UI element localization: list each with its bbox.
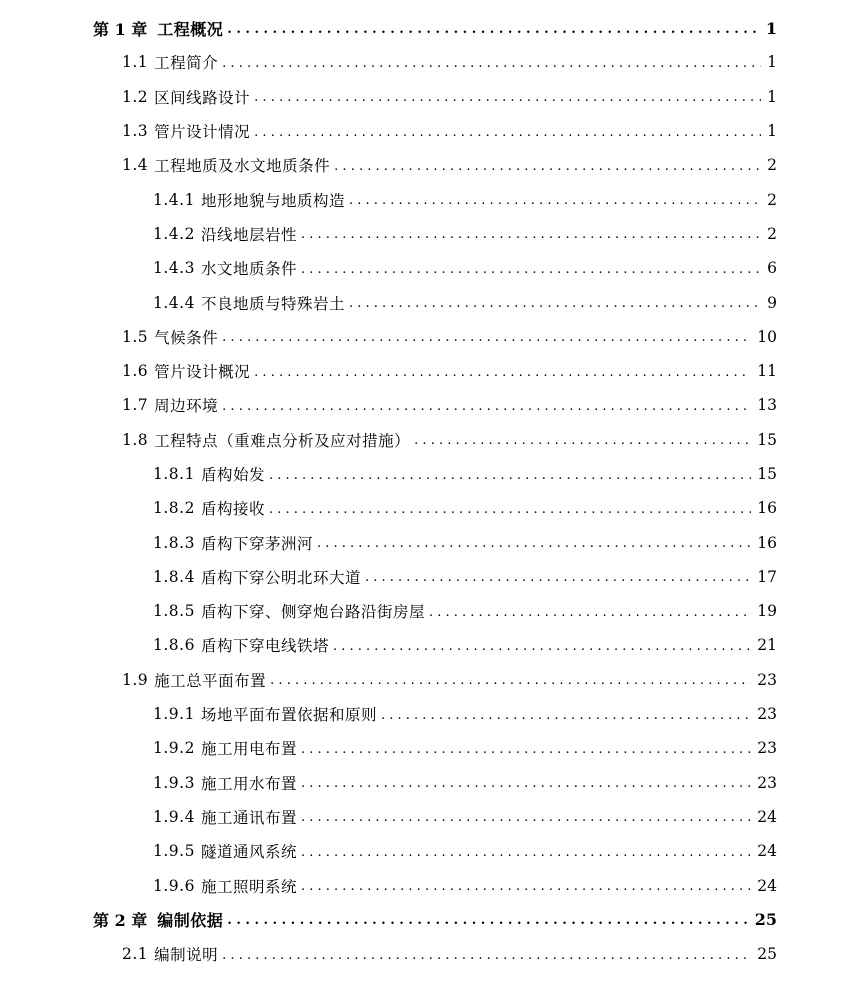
toc-entry-page-number: 23 <box>757 773 777 792</box>
toc-entry-number: 1.6 <box>122 362 149 381</box>
toc-entry[interactable] <box>0 388 855 422</box>
toc-entry-title: 场地平面布置依据和原则 <box>200 706 377 725</box>
toc-entry-title: 施工照明系统 <box>200 877 297 896</box>
dot-leader <box>301 263 761 276</box>
toc-entry-number: 1.4 <box>122 156 149 175</box>
toc-entry-page-number: 17 <box>757 567 777 586</box>
toc-entry-title: 盾构下穿电线铁塔 <box>200 637 329 656</box>
toc-entry-number: 1.4.2 <box>153 224 195 243</box>
toc-entry-page-number: 24 <box>757 876 777 895</box>
dot-leader <box>301 743 751 756</box>
toc-entry-title: 施工用水布置 <box>200 774 297 793</box>
toc-entry-number: 1.9.5 <box>153 842 195 861</box>
dot-leader <box>429 606 751 619</box>
toc-entry-number: 1.8.3 <box>153 533 195 552</box>
toc-entry-title: 工程地质及水文地质条件 <box>154 157 331 176</box>
toc-entry-page-number: 16 <box>757 533 777 552</box>
toc-entry[interactable] <box>0 594 855 628</box>
dot-leader <box>222 949 751 962</box>
dot-leader <box>301 880 751 893</box>
dot-leader <box>254 91 761 104</box>
toc-entry-page-number: 23 <box>757 739 777 758</box>
toc-entry-number: 1.9.3 <box>153 773 195 792</box>
toc-entry[interactable] <box>0 800 855 834</box>
toc-entry-title: 工程特点（重难点分析及应对措施） <box>154 431 411 450</box>
toc-entry-page-number: 23 <box>757 705 777 724</box>
toc-entry[interactable] <box>0 354 855 388</box>
toc-entry-number: 1.4.1 <box>153 190 195 209</box>
dot-leader <box>301 777 751 790</box>
toc-entry-title: 施工用电布置 <box>200 740 297 759</box>
toc-entry-number: 第 2 章 <box>93 911 148 931</box>
toc-entry[interactable] <box>0 423 855 457</box>
toc-entry-number: 1.9.6 <box>153 876 195 895</box>
toc-entry-title: 隧道通风系统 <box>200 843 297 862</box>
toc-entry-title: 盾构接收 <box>200 500 265 519</box>
toc-entry[interactable] <box>0 731 855 765</box>
toc-entry-page-number: 25 <box>754 910 777 930</box>
toc-entry[interactable] <box>0 663 855 697</box>
toc-entry-title: 工程简介 <box>154 54 219 73</box>
toc-entry-title: 盾构下穿、侧穿炮台路沿街房屋 <box>200 603 425 622</box>
toc-entry-page-number: 2 <box>767 190 777 209</box>
toc-entry-number: 1.8 <box>122 430 149 449</box>
dot-leader <box>301 811 751 824</box>
toc-entry[interactable] <box>0 937 855 971</box>
toc-entry-page-number: 1 <box>767 122 777 141</box>
toc-entry-page-number: 19 <box>757 602 777 621</box>
toc-entry-title: 管片设计情况 <box>154 123 251 142</box>
toc-entry-title: 管片设计概况 <box>154 363 251 382</box>
toc-entry-title: 区间线路设计 <box>154 88 251 107</box>
toc-entry-page-number: 9 <box>767 293 777 312</box>
toc-entry-title: 编制说明 <box>154 946 219 965</box>
dot-leader <box>222 400 751 413</box>
toc-entry[interactable] <box>0 217 855 251</box>
toc-entry-page-number: 1 <box>767 53 777 72</box>
toc-entry-page-number: 13 <box>757 396 777 415</box>
toc-entry-page-number: 25 <box>757 945 777 964</box>
toc-entry-title: 施工通讯布置 <box>200 808 297 827</box>
dot-leader <box>349 194 761 207</box>
toc-entry-number: 1.7 <box>122 396 149 415</box>
toc-entry-number: 1.8.1 <box>153 465 195 483</box>
toc-entry-title: 盾构始发 <box>200 466 265 484</box>
toc-entry-number: 1.3 <box>122 122 149 141</box>
toc-entry[interactable] <box>0 560 855 594</box>
toc-entry-page-number: 6 <box>767 259 777 278</box>
dot-leader <box>414 434 751 447</box>
dot-leader <box>227 914 748 927</box>
toc-entry[interactable] <box>0 148 855 182</box>
toc-entry-page-number: 10 <box>757 327 777 346</box>
dot-leader <box>269 469 751 482</box>
toc-entry-number: 1.8.5 <box>153 602 195 621</box>
toc-entry[interactable] <box>0 80 855 114</box>
toc-entry[interactable] <box>0 251 855 285</box>
toc-entry-number: 1.4.4 <box>153 293 195 312</box>
dot-leader <box>381 709 751 722</box>
toc-entry-number: 第 1 章 <box>93 19 148 39</box>
toc-entry-number: 1.8.6 <box>153 636 195 655</box>
toc-entry-number: 1.4.3 <box>153 259 195 278</box>
toc-entry[interactable] <box>0 285 855 319</box>
toc-entry-title: 盾构下穿公明北环大道 <box>200 568 361 587</box>
toc-entry[interactable] <box>0 868 855 902</box>
dot-leader <box>254 126 761 139</box>
toc-entry-number: 1.8.2 <box>153 499 195 518</box>
toc-entry-title: 沿线地层岩性 <box>200 225 297 244</box>
dot-leader <box>227 23 760 36</box>
toc-entry-page-number: 24 <box>757 807 777 826</box>
dot-leader <box>254 366 751 379</box>
toc-entry-title: 盾构下穿茅洲河 <box>200 534 313 553</box>
toc-entry[interactable] <box>0 11 855 45</box>
toc-entry-page-number: 21 <box>757 636 777 655</box>
toc-entry-page-number: 11 <box>757 362 777 381</box>
dot-leader <box>334 160 761 173</box>
toc-entry-number: 1.9.4 <box>153 807 195 826</box>
dot-leader <box>269 503 751 516</box>
toc-entry-title: 水文地质条件 <box>200 260 297 279</box>
dot-leader <box>222 331 751 344</box>
toc-entry-page-number: 24 <box>757 842 777 861</box>
toc-entry[interactable] <box>0 525 855 559</box>
toc-entry-number: 1.9 <box>122 670 149 689</box>
toc-entry-title: 工程概况 <box>157 19 224 39</box>
toc-entry[interactable] <box>0 766 855 800</box>
toc-entry[interactable] <box>0 628 855 662</box>
toc-entry-title: 施工总平面布置 <box>154 671 267 690</box>
dot-leader <box>222 57 761 70</box>
toc-entry[interactable] <box>0 114 855 148</box>
toc-entry-number: 2.1 <box>122 945 149 964</box>
toc-entry-number: 1.8.4 <box>153 567 195 586</box>
toc-entry[interactable] <box>0 320 855 354</box>
toc-entry[interactable] <box>0 834 855 868</box>
toc-entry-page-number: 1 <box>765 18 777 38</box>
toc-entry[interactable] <box>0 491 855 525</box>
toc-entry-page-number: 15 <box>757 465 777 483</box>
toc-entry-title: 周边环境 <box>154 397 219 416</box>
toc-entry-page-number: 2 <box>767 156 777 175</box>
toc-entry[interactable] <box>0 45 855 79</box>
toc-entry-number: 1.9.1 <box>153 705 195 724</box>
toc-entry-title: 编制依据 <box>157 911 224 931</box>
toc-entry-number: 1.5 <box>122 327 149 346</box>
toc-entry-title: 不良地质与特殊岩土 <box>200 294 345 313</box>
toc-entry-title: 气候条件 <box>154 328 219 347</box>
toc-entry-number: 1.9.2 <box>153 739 195 758</box>
toc-entry-page-number: 23 <box>757 670 777 689</box>
toc-entry[interactable] <box>0 182 855 216</box>
toc-entry-number: 1.2 <box>122 87 149 106</box>
dot-leader <box>317 537 751 550</box>
dot-leader <box>349 297 761 310</box>
toc-entry[interactable] <box>0 697 855 731</box>
toc-entry-page-number: 15 <box>757 430 777 449</box>
toc-entry[interactable] <box>0 903 855 937</box>
dot-leader <box>365 571 751 584</box>
toc-entry-number: 1.1 <box>122 53 149 72</box>
dot-leader <box>333 640 751 653</box>
toc-entry-page-number: 2 <box>767 224 777 243</box>
toc-entry-page-number: 16 <box>757 499 777 518</box>
dot-leader <box>301 846 751 859</box>
table-of-contents <box>0 11 855 971</box>
toc-entry-page-number: 1 <box>767 87 777 106</box>
toc-entry-title: 地形地貌与地质构造 <box>200 191 345 210</box>
dot-leader <box>301 228 761 241</box>
toc-entry[interactable] <box>0 457 855 491</box>
dot-leader <box>270 674 751 687</box>
